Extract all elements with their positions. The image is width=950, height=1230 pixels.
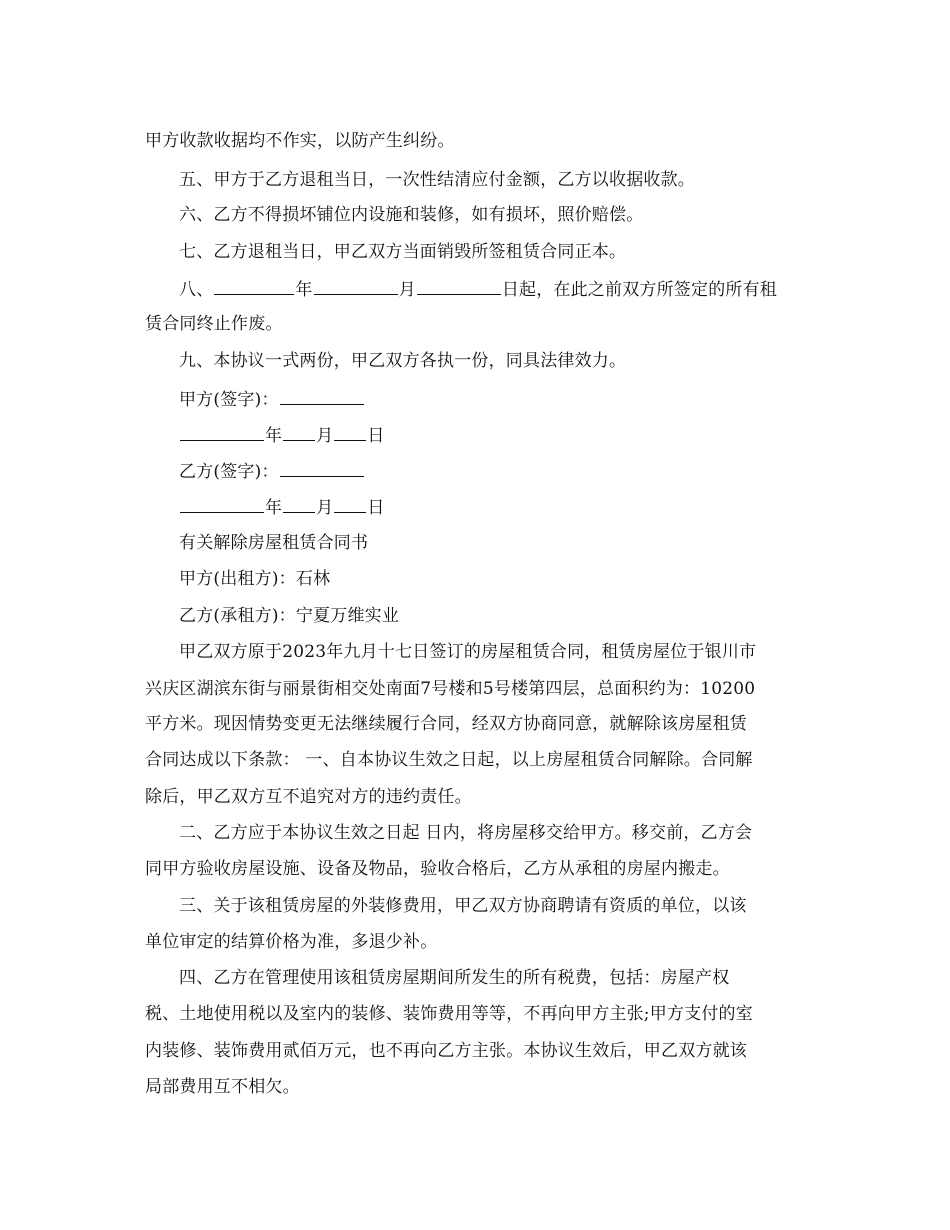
- date-year-label: 年: [265, 498, 283, 518]
- party-a-date: [179, 424, 385, 446]
- text-line: 甲乙双方原于2023年九月十七日签订的房屋租赁合同，租赁房屋位于银川市: [179, 642, 757, 662]
- clause-8-prefix: 八、: [179, 280, 214, 300]
- party-a-sign-label: 甲方(签字)：: [179, 390, 279, 410]
- text-line: 三、关于该租赁房屋的外装修费用，甲乙双方协商聘请有资质的单位，以该: [179, 896, 747, 916]
- text-line: 兴庆区湖滨东街与丽景街相交处南面7号楼和5号楼第四层，总面积约为：10200: [145, 679, 756, 699]
- text-line: 内装修、装饰费用贰佰万元，也不再向乙方主张。本协议生效后，甲乙双方就该: [145, 1041, 747, 1061]
- text-line: 甲方收款收据均不作实，以防产生纠纷。: [145, 131, 455, 151]
- text-line: 四、乙方在管理使用该租赁房屋期间所发生的所有税费，包括：房屋产权: [179, 968, 730, 988]
- year-blank: [214, 278, 294, 295]
- date-day-label: 日: [367, 498, 385, 518]
- party-a-info: 甲方(出租方)：石林: [179, 569, 331, 589]
- day-blank: [334, 424, 366, 441]
- text-line: 局部费用互不相欠。: [145, 1077, 300, 1097]
- date-month-label: 月: [316, 426, 334, 446]
- date-day-label: 日: [367, 426, 385, 446]
- text-line: 单位审定的结算价格为准，多退少补。: [145, 932, 438, 952]
- day-blank: [417, 278, 501, 295]
- text-line: 合同达成以下条款： 一、自本协议生效之日起，以上房屋租赁合同解除。合同解: [145, 750, 753, 770]
- section-title: 有关解除房屋租赁合同书: [179, 533, 369, 553]
- clause-7: 七、乙方退租当日，甲乙双方当面销毁所签租赁合同正本。: [179, 242, 627, 262]
- clause-5: 五、甲方于乙方退租当日，一次性结清应付金额，乙方以收据收款。: [179, 170, 695, 190]
- party-a-signature: [179, 388, 365, 410]
- month-blank: [314, 278, 398, 295]
- text-line: 同甲方验收房屋设施、设备及物品，验收合格后，乙方从承租的房屋内搬走。: [145, 859, 730, 879]
- date-year-label: 年: [265, 426, 283, 446]
- year-blank: [180, 496, 264, 513]
- text-line: 除后，甲乙双方互不追究对方的违约责任。: [145, 787, 472, 807]
- clause-8-year: 年: [295, 280, 313, 300]
- clause-8-month: 月: [398, 280, 416, 300]
- month-blank: [283, 496, 315, 513]
- day-blank: [334, 496, 366, 513]
- year-blank: [180, 424, 264, 441]
- text-line: 平方米。现因情势变更无法继续履行合同，经双方协商同意，就解除该房屋租赁: [145, 714, 747, 734]
- month-blank: [283, 424, 315, 441]
- party-b-info: 乙方(承租方)：宁夏万维实业: [179, 606, 400, 626]
- party-b-date: [179, 496, 385, 518]
- clause-8: [179, 278, 777, 300]
- party-b-signature: [179, 460, 365, 482]
- text-line: 赁合同终止作废。: [145, 314, 283, 334]
- text-line: 二、乙方应于本协议生效之日起 日内，将房屋移交给甲方。移交前，乙方会: [179, 823, 753, 843]
- signature-blank: [280, 460, 364, 477]
- clause-8-suffix: 日起，在此之前双方所签定的所有租: [501, 280, 778, 300]
- party-b-sign-label: 乙方(签字)：: [179, 462, 279, 482]
- text-line: 税、土地使用税以及室内的装修、装饰费用等等，不再向甲方主张;甲方支付的室: [145, 1004, 753, 1024]
- date-month-label: 月: [316, 498, 334, 518]
- clause-6: 六、乙方不得损坏铺位内设施和装修，如有损坏，照价赔偿。: [179, 205, 644, 225]
- signature-blank: [280, 388, 364, 405]
- clause-9: 九、本协议一式两份，甲乙双方各执一份，同具法律效力。: [179, 351, 627, 371]
